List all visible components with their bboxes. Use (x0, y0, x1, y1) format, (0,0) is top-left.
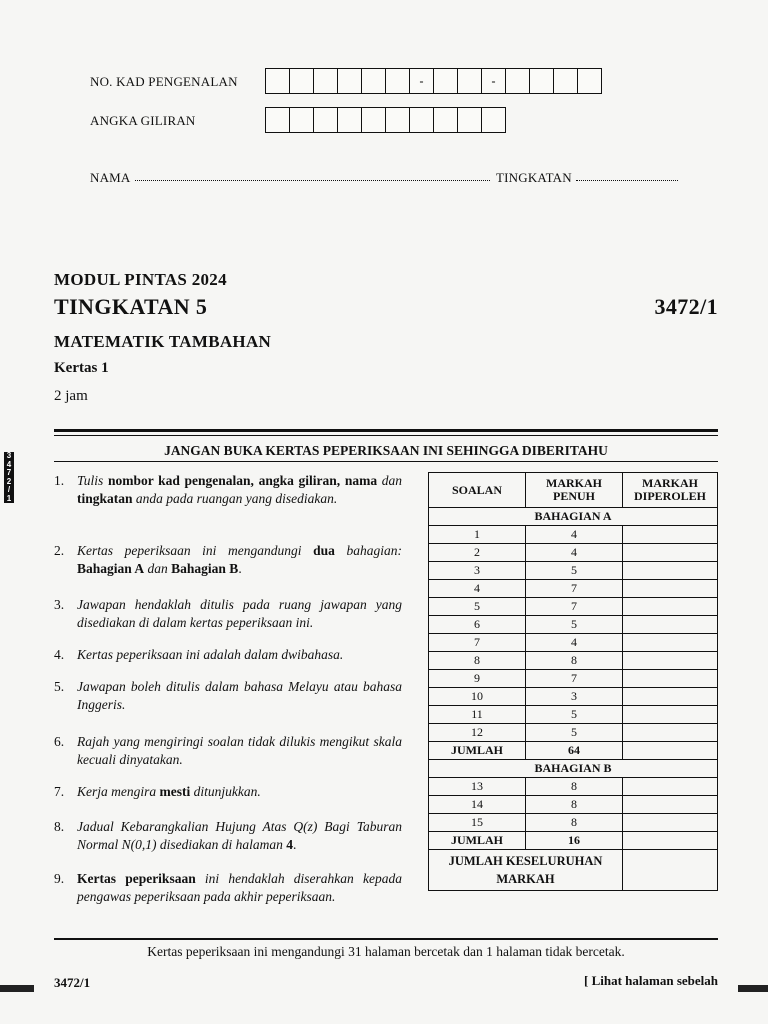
full-marks: 8 (526, 652, 623, 670)
instruction-item (54, 472, 402, 508)
instruction-number: 8. (54, 819, 65, 834)
top-rule (54, 429, 718, 432)
instruction-text: Rajah yang mengiringi soalan tidak dilukis mengikut skala kecuali dinyatakan. (77, 734, 402, 767)
question-number: 5 (429, 598, 526, 616)
name-dotted-line[interactable] (135, 170, 490, 181)
table-row (429, 724, 718, 742)
roll-digit-box[interactable] (313, 107, 338, 133)
instruction-text: Jawapan hendaklah ditulis pada ruang jawapan yang disediakan di dalam kertas peperiksaan ini. (77, 597, 402, 630)
name-label: NAMA (90, 170, 131, 185)
ic-digit-box[interactable] (289, 68, 314, 94)
section-row (429, 508, 718, 526)
total-b-value: 16 (526, 832, 623, 850)
total-a-obtained-cell[interactable] (623, 742, 718, 760)
instruction-item (54, 818, 402, 854)
next-page-link[interactable]: [ Lihat halaman sebelah (584, 973, 718, 988)
table-row (429, 544, 718, 562)
marks-obtained-cell[interactable] (623, 634, 718, 652)
side-code-char: 7 (6, 468, 12, 477)
instruction-number: 4. (54, 647, 65, 662)
instruction-text: Kertas peperiksaan ini hendaklah diserahkan kepada pengawas peperiksaan pada akhir peperiksaan. (77, 871, 402, 904)
warning-rule (54, 461, 718, 462)
roll-digit-box[interactable] (409, 107, 434, 133)
marks-obtained-cell[interactable] (623, 526, 718, 544)
question-number: 11 (429, 706, 526, 724)
full-marks: 5 (526, 706, 623, 724)
subject-title: MATEMATIK TAMBAHAN (54, 332, 272, 351)
roll-digit-box[interactable] (433, 107, 458, 133)
ic-digit-box[interactable]: - (481, 68, 506, 94)
duration: 2 jam (54, 388, 88, 404)
section-a-header: BAHAGIAN A (429, 508, 718, 526)
full-marks: 5 (526, 724, 623, 742)
ic-digit-box[interactable] (361, 68, 386, 94)
roll-digit-box[interactable] (265, 107, 290, 133)
total-a-value: 64 (526, 742, 623, 760)
instruction-number: 7. (54, 784, 65, 799)
instruction-item (54, 678, 402, 714)
marks-obtained-cell[interactable] (623, 724, 718, 742)
grand-total-obtained-cell[interactable] (623, 850, 718, 891)
question-number: 3 (429, 562, 526, 580)
ic-digit-box[interactable] (385, 68, 410, 94)
ic-digit-box[interactable] (337, 68, 362, 94)
table-row (429, 580, 718, 598)
marks-obtained-cell[interactable] (623, 814, 718, 832)
instruction-text: Jawapan boleh ditulis dalam bahasa Melayu atau bahasa Inggeris. (77, 679, 402, 712)
full-marks: 5 (526, 562, 623, 580)
ic-digit-box[interactable] (433, 68, 458, 94)
full-marks: 8 (526, 796, 623, 814)
question-number: 7 (429, 634, 526, 652)
col-header-marks-obtained: MARKAH DIPEROLEH (623, 473, 718, 508)
question-number: 13 (429, 778, 526, 796)
marks-obtained-cell[interactable] (623, 796, 718, 814)
table-row (429, 526, 718, 544)
grand-total-row (429, 850, 718, 891)
roll-digit-box[interactable] (457, 107, 482, 133)
col-header-full-marks: MARKAH PENUH (526, 473, 623, 508)
module-title: MODUL PINTAS 2024 (54, 270, 227, 289)
roll-digit-box[interactable] (361, 107, 386, 133)
name-field[interactable] (90, 170, 490, 186)
ic-number-boxes[interactable] (266, 68, 602, 94)
grand-total-label: JUMLAH KESELURUHAN MARKAH (429, 850, 623, 891)
instruction-number: 9. (54, 871, 65, 886)
instruction-number: 3. (54, 597, 65, 612)
full-marks: 8 (526, 814, 623, 832)
marks-table (428, 472, 718, 891)
page-count-note: Kertas peperiksaan ini mengandungi 31 halaman bercetak dan 1 halaman tidak bercetak. (147, 944, 625, 959)
full-marks: 4 (526, 634, 623, 652)
side-code-char: 4 (6, 459, 12, 469)
roll-digit-box[interactable] (481, 107, 506, 133)
question-number: 2 (429, 544, 526, 562)
instruction-text: Kertas peperiksaan ini adalah dalam dwibahasa. (77, 647, 344, 662)
paper-code: 3472/1 (654, 294, 718, 319)
full-marks: 7 (526, 670, 623, 688)
marks-obtained-cell[interactable] (623, 778, 718, 796)
marks-obtained-cell[interactable] (623, 562, 718, 580)
roll-digit-box[interactable] (289, 107, 314, 133)
footer-code: 3472/1 (54, 975, 91, 990)
right-edge-mark (738, 985, 768, 992)
instruction-number: 5. (54, 679, 65, 694)
side-paper-code (4, 452, 14, 503)
instruction-text: Kertas peperiksaan ini mengandungi dua bahagian: Bahagian A dan Bahagian B. (77, 543, 402, 576)
marks-obtained-cell[interactable] (623, 598, 718, 616)
question-number: 8 (429, 652, 526, 670)
table-row (429, 616, 718, 634)
table-row (429, 688, 718, 706)
question-number: 4 (429, 580, 526, 598)
question-number: 9 (429, 670, 526, 688)
roll-digit-box[interactable] (337, 107, 362, 133)
table-row (429, 706, 718, 724)
roll-number-boxes[interactable] (266, 107, 506, 133)
instruction-text: Tulis nombor kad pengenalan, angka giliran, nama dan tingkatan anda pada ruangan yang disediakan. (77, 473, 402, 506)
form-field[interactable] (496, 170, 678, 186)
marks-obtained-cell[interactable] (623, 670, 718, 688)
side-code-char: / (7, 485, 11, 494)
instruction-item (54, 870, 402, 906)
instruction-item (54, 596, 402, 632)
side-code-char: 1 (6, 493, 12, 503)
form-title: TINGKATAN 5 (54, 294, 208, 319)
question-number: 10 (429, 688, 526, 706)
instruction-number: 1. (54, 473, 65, 488)
full-marks: 5 (526, 616, 623, 634)
marks-obtained-cell[interactable] (623, 580, 718, 598)
ic-digit-box[interactable] (313, 68, 338, 94)
total-row (429, 742, 718, 760)
question-number: 15 (429, 814, 526, 832)
ic-digit-box[interactable] (553, 68, 578, 94)
ic-digit-box[interactable] (457, 68, 482, 94)
ic-digit-box[interactable] (577, 68, 602, 94)
instruction-text: Jadual Kebarangkalian Hujung Atas Q(z) Bagi Taburan Normal N(0,1) disediakan di halaman 4. (77, 819, 402, 852)
ic-digit-box[interactable] (529, 68, 554, 94)
question-number: 12 (429, 724, 526, 742)
total-label: JUMLAH (429, 832, 526, 850)
bottom-rule (54, 938, 718, 940)
roll-digit-box[interactable] (385, 107, 410, 133)
paper-label: Kertas 1 (54, 360, 109, 376)
full-marks: 7 (526, 598, 623, 616)
form-dotted-line[interactable] (576, 170, 678, 181)
question-number: 14 (429, 796, 526, 814)
side-code-char: 2 (6, 476, 12, 486)
marks-obtained-cell[interactable] (623, 652, 718, 670)
instruction-item (54, 542, 402, 578)
full-marks: 3 (526, 688, 623, 706)
table-row (429, 634, 718, 652)
instruction-number: 2. (54, 543, 65, 558)
table-row (429, 598, 718, 616)
ic-digit-box[interactable]: - (409, 68, 434, 94)
question-number: 1 (429, 526, 526, 544)
instruction-text: Kerja mengira mesti ditunjukkan. (77, 784, 261, 799)
ic-digit-box[interactable] (265, 68, 290, 94)
ic-label: NO. KAD PENGENALAN (90, 74, 238, 89)
table-row (429, 562, 718, 580)
marks-obtained-cell[interactable] (623, 706, 718, 724)
instruction-item (54, 646, 402, 664)
full-marks: 8 (526, 778, 623, 796)
ic-digit-box[interactable] (505, 68, 530, 94)
left-edge-mark (0, 985, 34, 992)
marks-obtained-cell[interactable] (623, 544, 718, 562)
question-number: 6 (429, 616, 526, 634)
instruction-item (54, 733, 402, 769)
top-rule-thin (54, 435, 718, 436)
instruction-item (54, 783, 402, 801)
total-label: JUMLAH (429, 742, 526, 760)
table-row (429, 652, 718, 670)
full-marks: 7 (526, 580, 623, 598)
full-marks: 4 (526, 544, 623, 562)
form-label: TINGKATAN (496, 170, 572, 185)
instruction-number: 6. (54, 734, 65, 749)
table-row (429, 814, 718, 832)
marks-obtained-cell[interactable] (623, 616, 718, 634)
side-code-char: 3 (6, 451, 12, 460)
section-b-header: BAHAGIAN B (429, 760, 718, 778)
roll-number-label: ANGKA GILIRAN (90, 113, 196, 128)
marks-obtained-cell[interactable] (623, 688, 718, 706)
total-row (429, 832, 718, 850)
col-header-question: SOALAN (429, 473, 526, 508)
table-row (429, 796, 718, 814)
table-row (429, 778, 718, 796)
table-row (429, 670, 718, 688)
section-row (429, 760, 718, 778)
full-marks: 4 (526, 526, 623, 544)
warning-text: JANGAN BUKA KERTAS PEPERIKSAAN INI SEHINGGA DIBERITAHU (164, 443, 608, 458)
total-b-obtained-cell[interactable] (623, 832, 718, 850)
